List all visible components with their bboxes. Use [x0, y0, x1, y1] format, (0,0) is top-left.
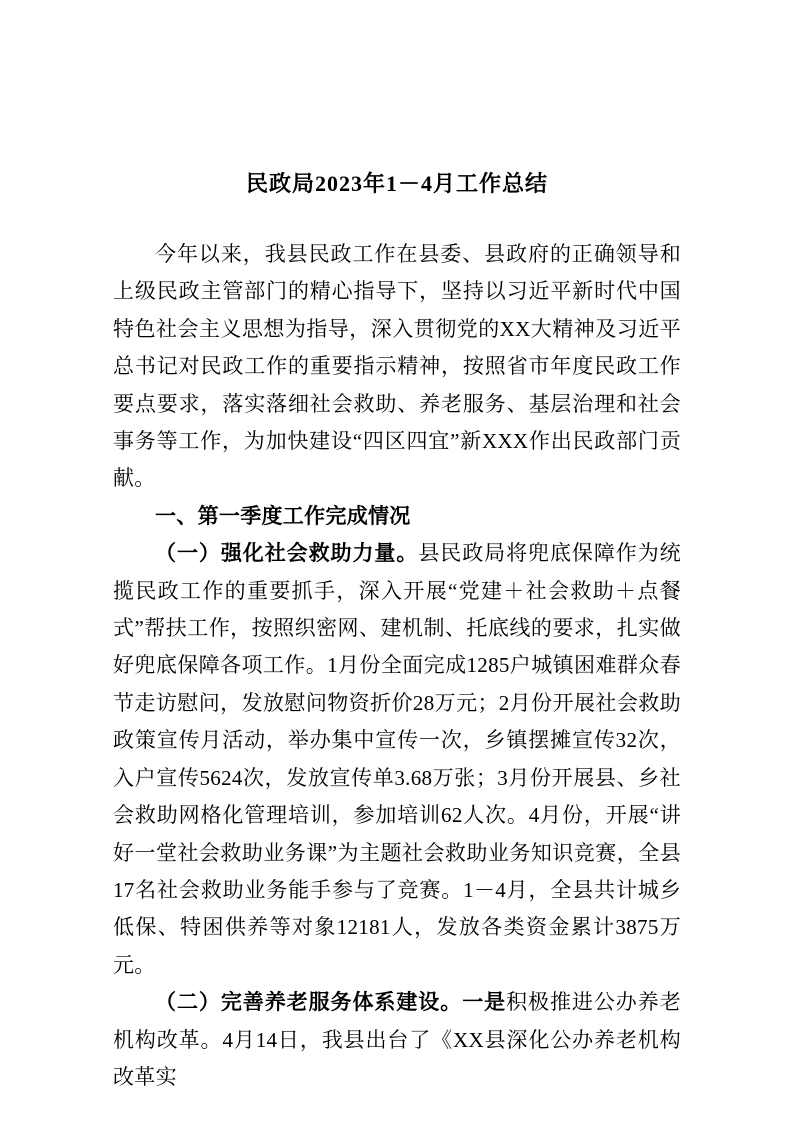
intro-paragraph: 今年以来，我县民政工作在县委、县政府的正确领导和上级民政主管部门的精心指导下，坚持以习近平新时代中国特色社会主义思想为指导，深入贯彻党的XX大精神及习近平总书记对民政工作的重要指示精神，按照省市年度民政工作要点要求，落实落细社会救助、养老服务、基层治理和社会事务等工作，为加快建设“四区四宜”新XXX作出民政部门贡献。 — [113, 242, 681, 491]
subsection-1-text: 县民政局将兜底保障作为统揽民政工作的重要抓手，深入开展“党建＋社会救助＋点餐式”帮扶工作，按照织密网、建机制、托底线的要求，扎实做好兜底保障各项工作。1月份全面完成1285户城镇困难群众春节走访慰问，发放慰问物资折价28万元；2月份开展社会救助政策宣传月活动，举办集中宣传一次，乡镇摆摊宣传32次，入户宣传5624次，发放宣传单3.68万张；3月份开展县、乡社会救助网格化管理培训，参加培训62人次。4月份，开展“讲好一堂社会救助业务课”为主题社会救助业务知识竞赛，全县17名社会救助业务能手参与了竞赛。1－4月，全县共计城乡低保、特困供养等对象12181人，发放各类资金累计3875万元。 — [113, 541, 681, 977]
subsection-2-paragraph — [113, 984, 681, 1096]
subsection-2-lead: （二）完善养老服务体系建设。一是 — [155, 990, 507, 1015]
document-title: 民政局2023年1－4月工作总结 — [245, 171, 548, 196]
document-body — [113, 236, 681, 1096]
subsection-2-text: 积极推进公办养老机构改革。4月14日，我县出台了《XX县深化公办养老机构改革实 — [113, 990, 681, 1089]
subsection-1-lead: （一）强化社会救助力量。 — [155, 541, 419, 566]
section-heading-1: 一、第一季度工作完成情况 — [155, 503, 411, 528]
subsection-1-paragraph — [113, 535, 681, 984]
